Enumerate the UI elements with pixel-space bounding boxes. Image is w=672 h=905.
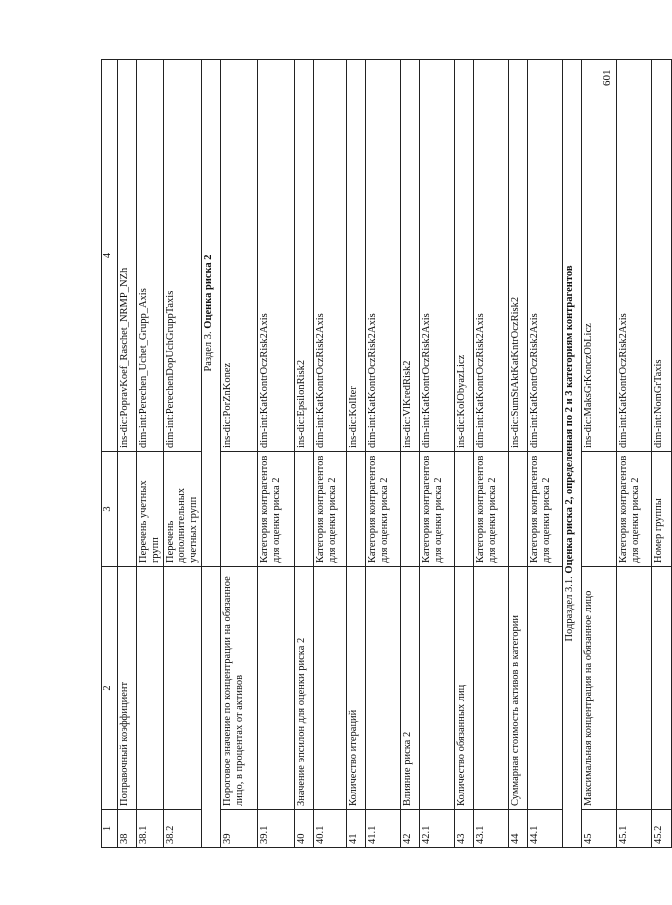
cell-type: Категория контрагентов для оценки риска 2 xyxy=(473,452,508,567)
cell-name xyxy=(313,567,346,810)
cell-type xyxy=(346,452,365,567)
cell-type xyxy=(220,452,257,567)
table-row xyxy=(220,60,257,848)
cell-code: ins-dic:PopravKoef_Raschet_NRMP_NZh xyxy=(118,60,137,452)
cell-code: ins-dic:PorZnKonez xyxy=(220,60,257,452)
cell-type: Категория контрагентов для оценки риска 2 xyxy=(527,452,562,567)
cell-name xyxy=(257,567,294,810)
table-row xyxy=(651,60,671,848)
cell-name: Пороговое значение по концентрации на обязанное лицо, в процентах от активов xyxy=(220,567,257,810)
cell-code: dim-int:KatKontrOczRisk2Axis xyxy=(527,60,562,452)
table-row xyxy=(581,60,616,848)
cell-n: 39 xyxy=(220,810,257,848)
table-row xyxy=(137,60,164,848)
section-row xyxy=(562,60,581,848)
table-row xyxy=(118,60,137,848)
section-heading: Оценка риска 2 xyxy=(202,254,214,329)
cell-code: dim-int:PerechenDopUchGruppTaxis xyxy=(163,60,201,452)
cell-type: Категория контрагентов для оценки риска 2 xyxy=(616,452,651,567)
table-row xyxy=(473,60,508,848)
cell-name xyxy=(616,567,651,810)
cell-code: dim-int:KatKontrOczRisk2Axis xyxy=(313,60,346,452)
cell-code: dim-int:KatKontrOczRisk2Axis xyxy=(419,60,454,452)
table-row xyxy=(365,60,400,848)
cell-code: ins-dic:SumStAktKatKntrOczRisk2 xyxy=(508,60,527,452)
cell-code: ins-dic:KolObyazLicz xyxy=(454,60,473,452)
cell-name xyxy=(651,567,671,810)
cell-n: 43.1 xyxy=(473,810,508,848)
table-row xyxy=(616,60,651,848)
cell-code: dim-int:KatKontrOczRisk2Axis xyxy=(257,60,294,452)
cell-type: Перечень дополнительных учетных групп xyxy=(163,452,201,567)
cell-n: 41.1 xyxy=(365,810,400,848)
cell-n: 42.1 xyxy=(419,810,454,848)
cell-n: 40 xyxy=(294,810,313,848)
cell-type xyxy=(400,452,419,567)
cell-name: Значение эпсилон для оценки риска 2 xyxy=(294,567,313,810)
cell-code: ins-dic:MaksGrKonczObLicz xyxy=(581,60,616,452)
section-title xyxy=(562,60,581,848)
cell-type: Категория контрагентов для оценки риска 2 xyxy=(313,452,346,567)
cell-type: Категория контрагентов для оценки риска 2 xyxy=(365,452,400,567)
cell-name: Количество обязанных лиц xyxy=(454,567,473,810)
cell-n: 38.1 xyxy=(137,810,164,848)
section-heading: Оценка риска 2, определенная по 2 и 3 категориям контрагентов xyxy=(563,265,575,574)
cell-n: 42 xyxy=(400,810,419,848)
table-row xyxy=(508,60,527,848)
header-cell-1: 1 xyxy=(102,810,118,848)
section-row xyxy=(201,60,220,848)
cell-n: 45.1 xyxy=(616,810,651,848)
table-row xyxy=(257,60,294,848)
cell-type xyxy=(454,452,473,567)
cell-n: 45.2 xyxy=(651,810,671,848)
header-row xyxy=(102,60,118,848)
cell-type xyxy=(118,452,137,567)
cell-n: 44.1 xyxy=(527,810,562,848)
cell-type: Номер группы xyxy=(651,452,671,567)
cell-name: Максимальная концентрация на обязанное лицо xyxy=(581,567,616,810)
cell-n: 38.2 xyxy=(163,810,201,848)
section-prefix: Раздел 3. xyxy=(202,328,214,372)
cell-type: Категория контрагентов для оценки риска 2 xyxy=(419,452,454,567)
cell-name xyxy=(527,567,562,810)
cell-n: 39.1 xyxy=(257,810,294,848)
cell-name: Поправочный коэффициент xyxy=(118,567,137,810)
cell-name xyxy=(473,567,508,810)
table-row xyxy=(527,60,562,848)
cell-n: 43 xyxy=(454,810,473,848)
cell-name xyxy=(163,567,201,810)
cell-name xyxy=(365,567,400,810)
header-cell-2: 2 xyxy=(102,567,118,810)
cell-code: ins-dic:KolIter xyxy=(346,60,365,452)
table-row xyxy=(419,60,454,848)
cell-name: Влияние риска 2 xyxy=(400,567,419,810)
cell-code: ins-dic:VlKredRisk2 xyxy=(400,60,419,452)
data-table xyxy=(101,59,672,848)
cell-code: dim-int:KatKontrOczRisk2Axis xyxy=(473,60,508,452)
table-row xyxy=(163,60,201,848)
cell-n: 45 xyxy=(581,810,616,848)
section-title xyxy=(201,60,220,567)
table-row xyxy=(294,60,313,848)
cell-type xyxy=(581,452,616,567)
cell-code: ins-dic:EpsilonRisk2 xyxy=(294,60,313,452)
page-number: 601 xyxy=(601,69,613,86)
cell-name xyxy=(137,567,164,810)
cell-name: Суммарная стоимость активов в категории xyxy=(508,567,527,810)
header-cell-3: 3 xyxy=(102,452,118,567)
cell-type xyxy=(294,452,313,567)
cell-type: Категория контрагентов для оценки риска 2 xyxy=(257,452,294,567)
table-row xyxy=(454,60,473,848)
header-cell-4: 4 xyxy=(102,60,118,452)
cell-code: dim-int:NomGrTaxis xyxy=(651,60,671,452)
cell-code: dim-int:KatKontrOczRisk2Axis xyxy=(616,60,651,452)
table-row xyxy=(346,60,365,848)
cell-code: dim-int:Perechen_Uchet_Grupp_Axis xyxy=(137,60,164,452)
empty-cell xyxy=(201,567,220,848)
cell-n: 44 xyxy=(508,810,527,848)
cell-n: 40.1 xyxy=(313,810,346,848)
cell-name xyxy=(419,567,454,810)
cell-code: dim-int:KatKontrOczRisk2Axis xyxy=(365,60,400,452)
cell-type: Перечень учетных групп xyxy=(137,452,164,567)
table-row xyxy=(313,60,346,848)
table-row xyxy=(400,60,419,848)
cell-n: 41 xyxy=(346,810,365,848)
section-prefix: Подраздел 3.1. xyxy=(563,573,575,642)
cell-n: 38 xyxy=(118,810,137,848)
cell-type xyxy=(508,452,527,567)
cell-name: Количество итераций xyxy=(346,567,365,810)
table-body xyxy=(102,60,672,848)
